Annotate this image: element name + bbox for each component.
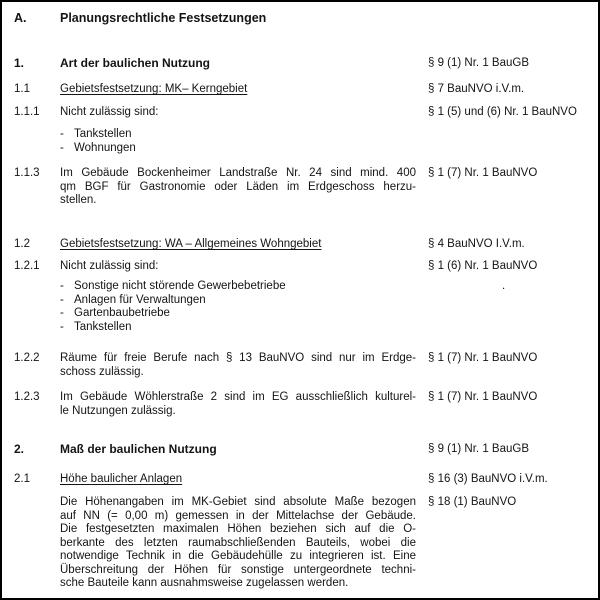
bullet-list-2 xyxy=(60,280,416,334)
item-number: 1.1.3 xyxy=(14,167,40,179)
paragraph-line: notwendige Technik in die Gebäudehülle zu integrieren ist. Eine xyxy=(60,550,416,562)
list-item xyxy=(60,280,416,294)
section-title: Planungsrechtliche Festsetzungen xyxy=(60,11,267,25)
item-paragraph xyxy=(60,496,416,591)
legal-reference: § 1 (7) Nr. 1 BauNVO xyxy=(428,391,538,403)
item-paragraph xyxy=(60,352,416,379)
bullet-dash: - xyxy=(60,128,64,140)
stray-dot: . xyxy=(502,280,506,292)
section-letter: A. xyxy=(14,11,27,25)
bullet-item: Sonstige nicht störende Gewerbebetriebe xyxy=(74,280,286,292)
item-paragraph xyxy=(60,167,416,208)
legal-reference: § 7 BauNVO i.V.m. xyxy=(428,83,525,95)
item-number: 1.2 xyxy=(14,238,30,250)
bullet-item: Gartenbaubetriebe xyxy=(74,307,170,319)
paragraph-line: Die Höhenangaben im MK-Gebiet sind absolute Maße bezogen xyxy=(60,496,416,508)
list-item xyxy=(60,294,416,308)
item-title: Gebietsfestsetzung: WA – Allgemeines Wohngebiet xyxy=(60,238,322,250)
list-item xyxy=(60,321,416,335)
legal-reference: § 1 (7) Nr. 1 BauNVO xyxy=(428,167,538,179)
legal-reference: § 4 BauNVO I.V.m. xyxy=(428,238,525,250)
item-number: 1.2.1 xyxy=(14,260,40,272)
bullet-dash: - xyxy=(60,141,64,154)
legal-reference: § 9 (1) Nr. 1 BauGB xyxy=(428,57,529,69)
item-number: 1.1.1 xyxy=(14,106,40,118)
paragraph-line: berkante des letzten raumabschließenden Bauteils, wobei die xyxy=(60,536,416,549)
list-item xyxy=(60,142,416,156)
item-title: Gebietsfestsetzung: MK– Kerngebiet xyxy=(60,83,248,95)
legal-reference: § 18 (1) BauNVO xyxy=(428,496,517,508)
item-number: 1.2.2 xyxy=(14,352,40,364)
list-item xyxy=(60,128,416,142)
item-title: Art der baulichen Nutzung xyxy=(60,56,210,70)
paragraph-line: Im Gebäude Bockenheimer Landstraße Nr. 24 sind mind. 400 xyxy=(60,167,416,179)
legal-reference: § 16 (3) BauNVO i.V.m. xyxy=(428,473,548,485)
item-paragraph xyxy=(60,391,416,418)
paragraph-line: Im Gebäude Wöhlerstraße 2 sind im EG ausschließlich kulturel- xyxy=(60,391,416,403)
legal-reference: § 9 (1) Nr. 1 BauGB xyxy=(428,443,529,455)
item-title: Höhe baulicher Anlagen xyxy=(60,473,183,485)
bullet-item: Tankstellen xyxy=(74,128,132,140)
item-number: 1.1 xyxy=(14,83,30,95)
item-title: Maß der baulichen Nutzung xyxy=(60,442,217,456)
item-number: 2. xyxy=(14,442,25,456)
item-number: 2.1 xyxy=(14,473,30,485)
bullet-dash: - xyxy=(60,320,64,333)
bullet-dash: - xyxy=(60,280,64,292)
paragraph-line: Die festgesetzten maximalen Höhen beziehen sich auf die O- xyxy=(60,523,416,535)
paragraph-line: Räume für freie Berufe nach § 13 BauNVO sind nur im Erdge- xyxy=(60,352,416,364)
paragraph-line: qm BGF für Gastronomie oder Läden im Erdgeschoss herzu- xyxy=(60,180,416,193)
legal-reference: § 1 (6) Nr. 1 BauNVO xyxy=(428,260,538,272)
item-text: Nicht zulässig sind: xyxy=(60,106,159,118)
item-number: 1.2.3 xyxy=(14,391,40,403)
legal-reference: § 1 (5) und (6) Nr. 1 BauNVO xyxy=(428,106,577,118)
item-text: Nicht zulässig sind: xyxy=(60,260,159,272)
bullet-dash: - xyxy=(60,307,64,319)
paragraph-line: le Nutzungen zulässig. xyxy=(60,404,176,417)
paragraph-line: Überschreitung der Höhen für sonstige untergeordnete techni- xyxy=(60,563,416,576)
paragraph-line: schoss zulässig. xyxy=(60,365,144,378)
bullet-item: Anlagen für Verwaltungen xyxy=(74,293,206,306)
paragraph-line: auf NN (= 0,00 m) gemessen in der Mittelachse der Gebäude. xyxy=(60,509,416,522)
bullet-dash: - xyxy=(60,293,64,306)
list-item xyxy=(60,307,416,321)
legal-reference: § 1 (7) Nr. 1 BauNVO xyxy=(428,352,538,364)
bullet-item: Tankstellen xyxy=(74,320,132,333)
bullet-item: Wohnungen xyxy=(74,141,136,154)
bullet-list-1 xyxy=(60,128,416,155)
item-number: 1. xyxy=(14,56,25,70)
paragraph-line: stellen. xyxy=(60,194,97,206)
paragraph-line: sche Bauteile kann ausnahmsweise zugelassen werden. xyxy=(60,577,349,589)
